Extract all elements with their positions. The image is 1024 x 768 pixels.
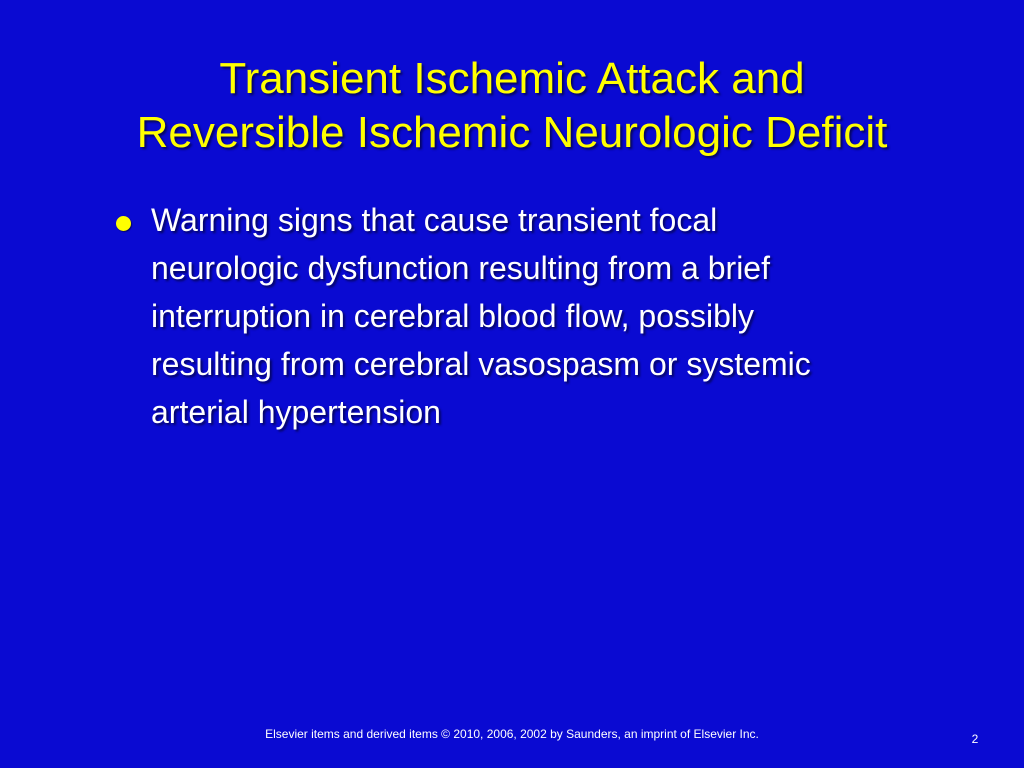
filled-circle-bullet-icon [116, 216, 131, 231]
page-number: 2 [971, 732, 979, 746]
slide-title [40, 52, 984, 160]
slide-title-line-2: Reversible Ischemic Neurologic Deficit [136, 108, 888, 157]
bullet-item [113, 196, 873, 436]
copyright-footer: Elsevier items and derived items © 2010, 2006, 2002 by Saunders, an imprint of Elsevier Inc. [265, 727, 759, 741]
bullet-text: Warning signs that cause transient focal neurologic dysfunction resulting from a brief interruption in cerebral blood flow, possibly resulting from cerebral vasospasm or systemic arterial hypertension [151, 202, 811, 430]
bullet-list [113, 196, 873, 436]
slide-title-line-1: Transient Ischemic Attack and [219, 54, 805, 103]
